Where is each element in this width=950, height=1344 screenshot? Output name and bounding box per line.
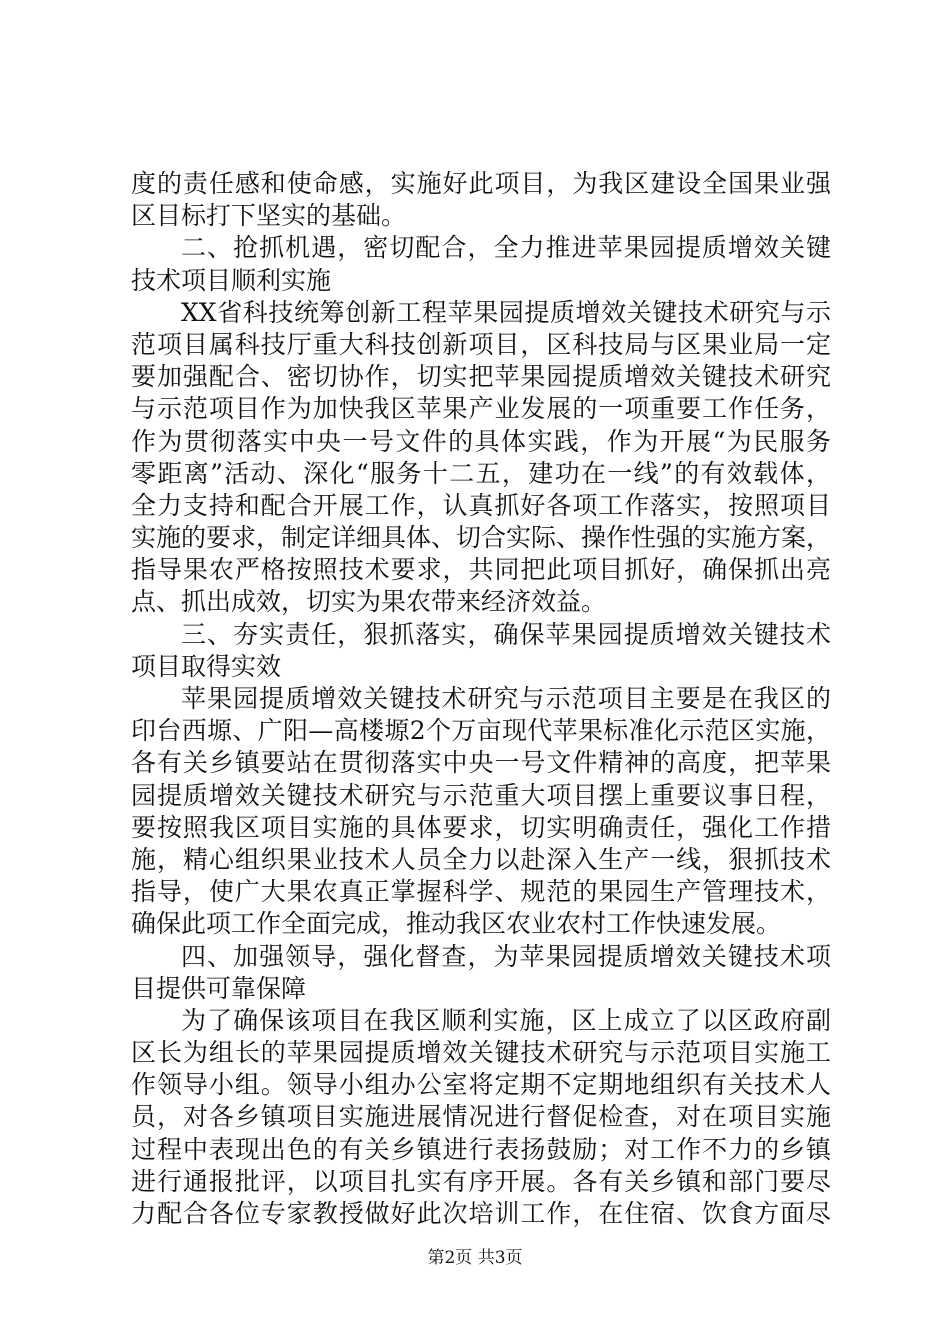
text-line: 范项目属科技厅重大科技创新项目，区科技局与区果业局一定 [131, 329, 831, 359]
page-footer: 第2页 共3页 [427, 1248, 523, 1268]
text-line: XX省科技统筹创新工程苹果园提质增效关键技术研究与示 [181, 297, 831, 327]
text-line: 度的责任感和使命感，实施好此项目，为我区建设全国果业强 [131, 169, 831, 198]
text-line: 技术项目顺利实施 [131, 265, 332, 295]
text-line: 指导，使广大果农真正掌握科学、规范的果园生产管理技术， [131, 877, 831, 907]
text-line: 三、夯实责任，狠抓落实，确保苹果园提质增效关键技术 [181, 619, 831, 649]
text-line: 各有关乡镇要站在贯彻落实中央一号文件精神的高度，把苹果 [131, 748, 831, 778]
text-line: 指导果农严格按照技术要求，共同把此项目抓好，确保抓出亮 [131, 555, 831, 585]
text-line: 园提质增效关键技术研究与示范重大项目摆上重要议事日程， [131, 780, 831, 810]
text-line: 区目标打下坚实的基础。 [131, 201, 407, 231]
text-line: 点、抓出成效，切实为果农带来经济效益。 [131, 587, 607, 617]
text-line: 二、抢抓机遇，密切配合，全力推进苹果园提质增效关键 [181, 233, 831, 263]
text-line: 作领导小组。领导小组办公室将定期不定期地组织有关技术人 [131, 1070, 831, 1100]
text-line: 实施的要求，制定详细具体、切合实际、操作性强的实施方案， [131, 523, 832, 553]
text-line: 目提供可靠保障 [131, 973, 307, 1003]
text-line: 四、加强领导，强化督查，为苹果园提质增效关键技术项 [181, 941, 831, 971]
text-line: 员，对各乡镇项目实施进展情况进行督促检查，对在项目实施 [131, 1102, 831, 1132]
text-line: 作为贯彻落实中央一号文件的具体实践，作为开展“为民服务 [131, 426, 831, 456]
text-line: 零距离”活动、深化“服务十二五，建功在一线”的有效载体， [131, 458, 831, 488]
text-line: 区长为组长的苹果园提质增效关键技术研究与示范项目实施工 [131, 1038, 831, 1068]
text-line: 为了确保该项目在我区顺利实施，区上成立了以区政府副 [181, 1005, 831, 1035]
text-line: 项目取得实效 [131, 651, 282, 681]
text-line: 过程中表现出色的有关乡镇进行表扬鼓励；对工作不力的乡镇 [131, 1134, 831, 1164]
text-line: 确保此项工作全面完成，推动我区农业农村工作快速发展。 [131, 909, 782, 939]
text-line: 要按照我区项目实施的具体要求，切实明确责任，强化工作措 [131, 812, 831, 842]
document-body [131, 168, 831, 1230]
text-line: 要加强配合、密切协作，切实把苹果园提质增效关键技术研究 [131, 362, 831, 392]
text-line: 与示范项目作为加快我区苹果产业发展的一项重要工作任务， [131, 394, 831, 424]
text-line: 全力支持和配合开展工作，认真抓好各项工作落实，按照项目 [131, 490, 831, 520]
text-line: 印台西塬、广阳—高楼塬2个万亩现代苹果标准化示范区实施， [131, 716, 831, 746]
text-line: 进行通报批评，以项目扎实有序开展。各有关乡镇和部门要尽 [131, 1166, 831, 1196]
text-line: 力配合各位专家教授做好此次培训工作，在住宿、饮食方面尽 [131, 1199, 831, 1228]
text-line: 施，精心组织果业技术人员全力以赴深入生产一线，狠抓技术 [131, 844, 831, 874]
text-line: 苹果园提质增效关键技术研究与示范项目主要是在我区的 [181, 684, 831, 713]
